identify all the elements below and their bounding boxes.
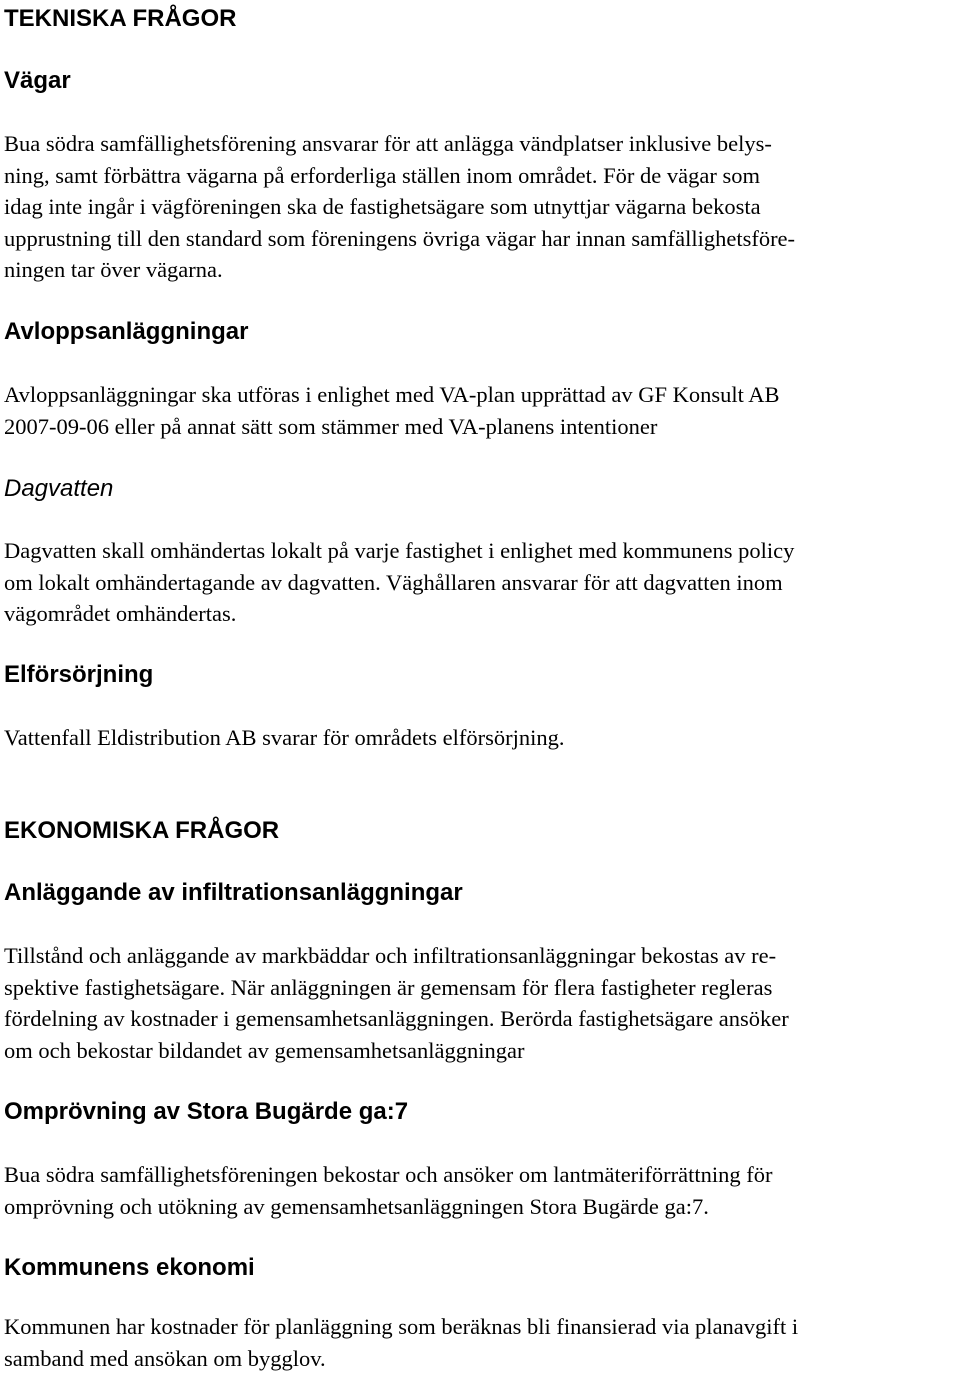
subheading-elforsorjning: Elförsörjning [4, 660, 153, 690]
text-line: fördelning av kostnader i gemensamhetsanläggningen. Berörda fastighetsägare ansöker [4, 1003, 789, 1035]
text-line: Dagvatten skall omhändertas lokalt på varje fastighet i enlighet med kommunens policy [4, 535, 794, 567]
paragraph-vagar [4, 128, 795, 286]
text-line: Bua södra samfällighetsförening ansvarar för att anlägga vändplatser inklusive belys- [4, 128, 795, 160]
paragraph-avlopp [4, 379, 780, 442]
section-heading-ekonomiska: EKONOMISKA FRÅGOR [4, 816, 279, 846]
paragraph-anlaggande [4, 940, 789, 1066]
paragraph-kommunens [4, 1311, 798, 1374]
text-line: om lokalt omhändertagande av dagvatten. Väghållaren ansvarar för att dagvatten inom [4, 567, 794, 599]
text-line: spektive fastighetsägare. När anläggningen är gemensam för flera fastigheter regleras [4, 972, 789, 1004]
text-line: idag inte ingår i vägföreningen ska de fastighetsägare som utnyttjar vägarna bekosta [4, 191, 795, 223]
subheading-avlopp: Avloppsanläggningar [4, 317, 248, 347]
subheading-dagvatten: Dagvatten [4, 474, 113, 504]
text-line: omprövning och utökning av gemensamhetsanläggningen Stora Bugärde ga:7. [4, 1191, 773, 1223]
text-line: Vattenfall Eldistribution AB svarar för områdets elförsörjning. [4, 722, 565, 754]
text-line: om och bekostar bildandet av gemensamhetsanläggningar [4, 1035, 789, 1067]
text-line: Tillstånd och anläggande av markbäddar och infiltrationsanläggningar bekostas av re- [4, 940, 789, 972]
text-line: samband med ansökan om bygglov. [4, 1343, 798, 1374]
text-line: Bua södra samfällighetsföreningen bekostar och ansöker om lantmäteriförrättning för [4, 1159, 773, 1191]
subheading-omprovning: Omprövning av Stora Bugärde ga:7 [4, 1097, 408, 1127]
subheading-anlaggande: Anläggande av infiltrationsanläggningar [4, 878, 463, 908]
paragraph-dagvatten [4, 535, 794, 630]
text-line: ning, samt förbättra vägarna på erforderliga ställen inom området. För de vägar som [4, 160, 795, 192]
text-line: 2007-09-06 eller på annat sätt som stämmer med VA-planens intentioner [4, 411, 780, 443]
text-line: vägområdet omhändertas. [4, 598, 794, 630]
subheading-vagar: Vägar [4, 66, 71, 96]
paragraph-elforsorjning [4, 722, 565, 754]
text-line: ningen tar över vägarna. [4, 254, 795, 286]
section-heading-tekniska: TEKNISKA FRÅGOR [4, 4, 236, 34]
text-line: upprustning till den standard som föreningens övriga vägar har innan samfällighetsföre- [4, 223, 795, 255]
paragraph-omprovning [4, 1159, 773, 1222]
text-line: Kommunen har kostnader för planläggning som beräknas bli finansierad via planavgift i [4, 1311, 798, 1343]
text-line: Avloppsanläggningar ska utföras i enlighet med VA-plan upprättad av GF Konsult AB [4, 379, 780, 411]
subheading-kommunens: Kommunens ekonomi [4, 1253, 255, 1283]
